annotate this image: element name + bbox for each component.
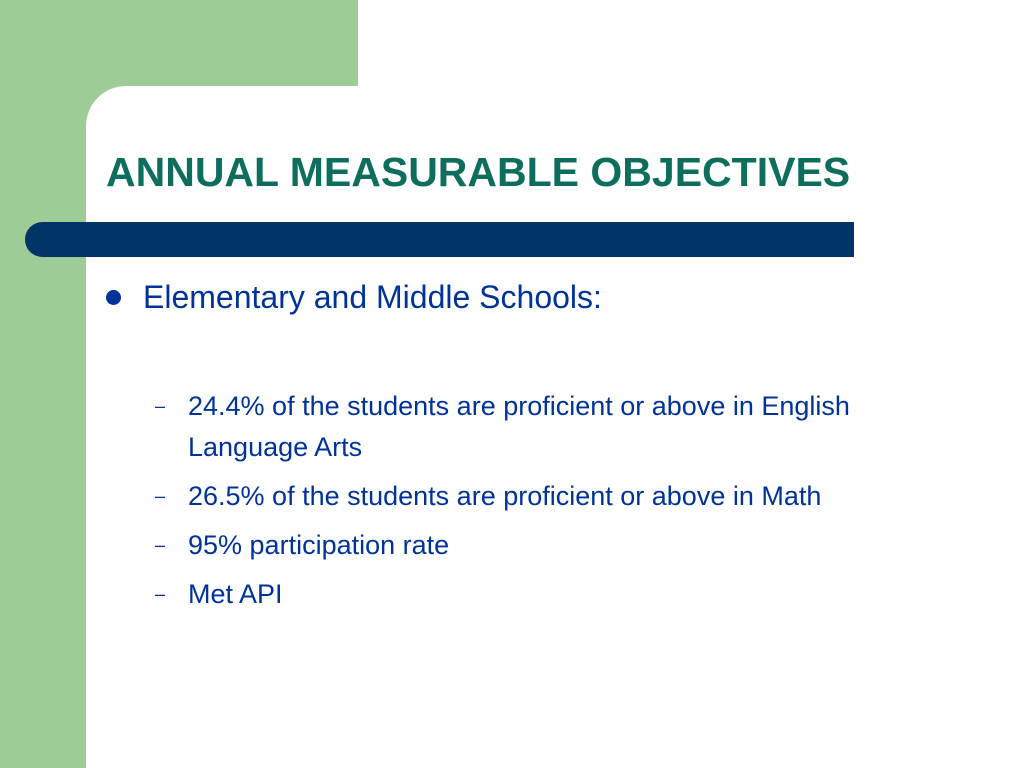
- sub-bullet-item: [155, 574, 915, 615]
- sub-bullet-text: 24.4% of the students are proficient or above in English Language Arts: [188, 391, 850, 462]
- dash-bullet-icon: –: [155, 584, 166, 604]
- bullet-item: [106, 276, 602, 318]
- sub-bullet-item: [155, 525, 915, 566]
- sub-bullet-item: [155, 476, 915, 517]
- sub-bullet-text: 26.5% of the students are proficient or above in Math: [188, 481, 822, 511]
- bullet-text: Elementary and Middle Schools:: [143, 279, 602, 315]
- dash-bullet-icon: –: [155, 535, 166, 555]
- dash-bullet-icon: –: [155, 486, 166, 506]
- slide-title: ANNUAL MEASURABLE OBJECTIVES: [106, 149, 851, 195]
- sub-bullet-text: 95% participation rate: [188, 530, 450, 560]
- dash-bullet-icon: –: [155, 396, 166, 416]
- sub-bullet-item: [155, 386, 915, 468]
- bullet-dot-icon: [106, 290, 121, 305]
- title-divider-bar: [25, 222, 854, 257]
- sub-bullet-list: [155, 386, 915, 623]
- sub-bullet-text: Met API: [188, 579, 283, 609]
